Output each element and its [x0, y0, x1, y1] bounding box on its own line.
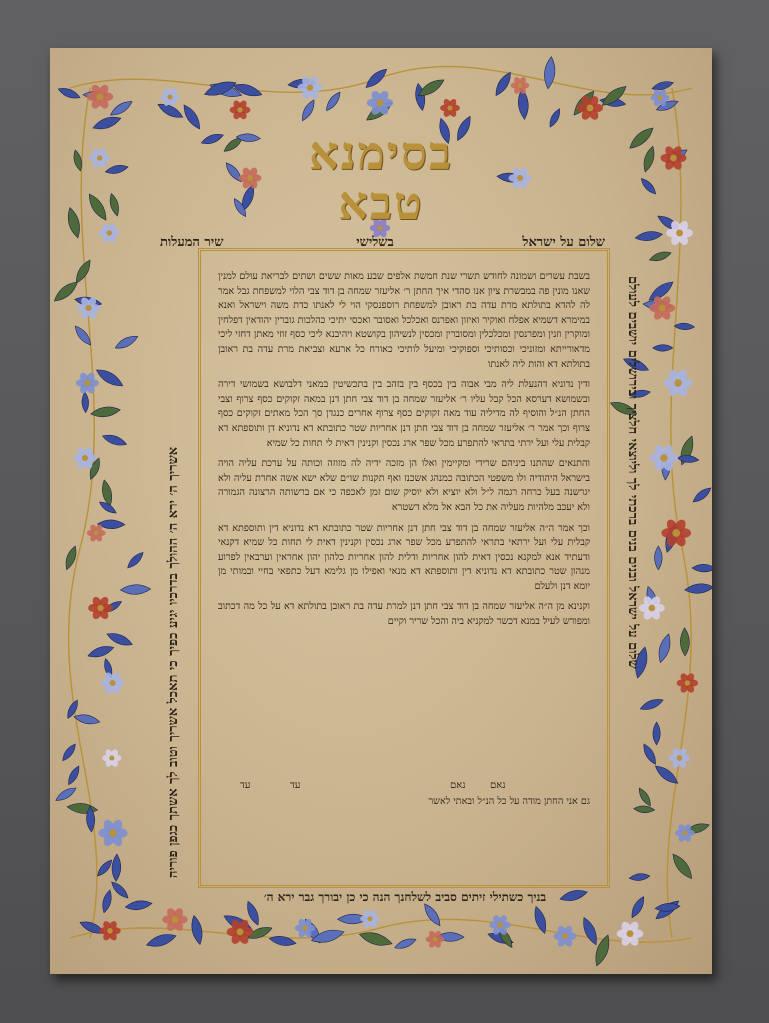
leaf-ornament	[108, 98, 134, 118]
flower-ornament	[675, 823, 695, 843]
leaf-ornament	[87, 643, 116, 660]
title-line-1: בסימנא	[308, 126, 454, 180]
flower-ornament	[230, 99, 251, 120]
leaf-ornament	[677, 455, 699, 464]
leaf-ornament	[639, 696, 665, 712]
leaf-ornament	[57, 85, 81, 101]
leaf-ornament	[269, 934, 297, 947]
flower-ornament	[99, 920, 120, 942]
paragraph: בשבת עשרים ושמונה לחודש תשרי שנת חמשת אלפים שבע מאות ששים ושתים לבריאת עולם למנין שאנו מונין פה במבשרת ציון אנו סהדי איך החתן ר׳ אליעזר שמחה בן דוד צבי הלוי למשפחת גבל אמר לה להדא בתולתא מרת עדה בת ראובן למשפחת רוספנסקי הוי לי לאנתו כדת משה וישראל ואנא במימרא דשמיא אפלח ואוקיר ואיזון ואפרנס ואכלכל ואסובר ואכסי יתיכי כהלכות גוברין יהודאין דפלחין ומוקרין וזנין ומפרנסין ומכלכלין ומסוברין ומכסין לנשיהון בקושטא ויהיבנא ליכי כסף זוזי מאתן דחזי ליכי מדאורייתא ומזוניכי וכסותיכי וספוקיכי ומיעל לותיכי כאורח כל ארעא וצביאת מרת עדה בת ראובן בתולתא דא והות ליה לאנתו	[218, 271, 590, 370]
leaf-ornament	[105, 630, 134, 649]
leaf-ornament	[112, 854, 122, 882]
ketubah-body	[218, 270, 590, 880]
flower-ornament	[102, 748, 121, 768]
leaf-ornament	[543, 56, 557, 89]
leaf-ornament	[82, 392, 89, 413]
leaf-ornament	[73, 258, 94, 285]
flower-ornament	[298, 75, 323, 101]
header-middle: בשלישי	[356, 235, 394, 250]
leaf-ornament	[669, 851, 696, 882]
leaf-ornament	[580, 916, 601, 947]
flower-ornament	[669, 747, 691, 769]
flower-ornament	[101, 671, 124, 695]
leaf-ornament	[145, 931, 177, 950]
leaf-ornament	[63, 545, 79, 571]
flower-ornament	[664, 368, 693, 398]
leaf-ornament	[299, 98, 317, 123]
side-verse-right: שלום על ישראל ובנים בנים ברכתי לך וליוצאי חלציך ובירושלים יושבים לעולם	[625, 276, 640, 669]
leaf-ornament	[125, 899, 153, 911]
leaf-ornament	[393, 936, 417, 951]
header-left: שיר המעלות	[160, 235, 224, 250]
flower-ornament	[360, 909, 380, 929]
ketubah-parchment	[50, 48, 712, 974]
flower-ornament	[554, 924, 577, 948]
leaf-ornament	[100, 889, 113, 914]
side-verse-left: אשריך ה׳ ירא ה׳ ההולך בדרכיו יגיע כפיך כי תאכל אשריך וטוב לך אשתך כגפן פוריה	[166, 446, 181, 878]
bottom-verse: בניך כשתילי זיתים סביב לשלחנך הנה כי כן יבורך גבר ירא ה׳	[263, 890, 547, 904]
title-line-2: טבא	[338, 176, 424, 230]
leaf-ornament	[125, 550, 145, 571]
signature-witness-a: עד	[290, 780, 301, 791]
flower-ornament	[88, 595, 113, 620]
flower-ornament	[617, 920, 644, 947]
signature-witness-left: עד	[240, 780, 251, 791]
leaf-ornament	[654, 546, 662, 570]
paragraph: וכך אמר ה״ה אליעזר שמחה בן דוד צבי חתן דנן אחריות שטר כתובתא דא נדוניא דין ותוספתא דא קבלית עלי ועל ירתאי בתראי להתפרע מכל שפר ארג נכסין וקנינין דאית לי תחות כל שמיא דקנאי ודעתיד אנא למקנא נכסין דאית להון אחריות ודלית להון אחריות כלהון יהון אחראין וערבאין לפרוע מנהון שטר כתובתא דא נדוניא דין ותוספתא דא מנאי ואפילו מן גלימא דעל כתפאי בחיי ובמותי מן יומא דנן ולעלם	[218, 522, 590, 592]
leaf-ornament	[421, 901, 443, 928]
leaf-ornament	[648, 249, 672, 263]
flower-ornament	[426, 930, 445, 949]
leaf-ornament	[656, 633, 673, 664]
leaf-ornament	[680, 628, 690, 656]
leaf-ornament	[653, 345, 673, 352]
leaf-ornament	[54, 785, 78, 804]
signature-witness-right: נאם	[490, 780, 506, 791]
groom-signature-line: גם אני החתן מודה על כל הנ״ל ובאתי לאשר	[428, 796, 590, 807]
header-right: שלום על ישראל	[522, 235, 605, 250]
flower-ornament	[511, 76, 530, 95]
paragraph: ודין נדוניא דהנעלת ליה מבי אבוה בין בכסף בין בזהב בין בתכשיטין במאני דלבושא בשמושי דירה ובשמושא דערסא הכל קבל עליו ר׳ אליעזר שמחה בן דוד צבי חתן דנן במאה זקוקים כסף צרוף וצבי החתן הנ״ל והוסיף לה מדיליה עוד מאה זקוקים כסף צרוף אחרים כנגדן סך הכל מאתים זקוקים כסף צרוף וכך אמר ר׳ אליעזר שמחה בן דוד צבי חתן דנן אחריות שטר כתובתא דא נדוניא דן ותוספתא דא קבלית עלי ועל ירתי בתראי להתפרע מכל שפר ארג נכסין וקנינין דאית לי תחות כל שמיא	[218, 379, 590, 449]
paragraph: והתנאים שהתנו ביניהם שרידי ומקיימין ואלו הן מזכה ידיה לה מזוזה וכותה על ערכת עליה הויה בישראל היהודיה ולו משפטי הכתובה כמנהג אשכנז ואף תקנות שו״ם שלא ישא אשה אחרת עליה ולא יגרשנה בעל כרחה רגמה ל״ל ולא יוציא ולא יוסיק שום זמן לאכפה כי אם ברשותה הרצונה הגמורה ולא יעכב מלהיות מעליה את כל הבא אל מלא דשטרא	[218, 458, 590, 513]
leaf-ornament	[629, 895, 647, 920]
leaf-ornament	[95, 858, 114, 878]
leaf-ornament	[94, 366, 125, 390]
leaf-ornament	[363, 66, 390, 91]
flower-ornament	[76, 371, 99, 395]
leaf-ornament	[635, 230, 663, 242]
leaf-ornament	[653, 722, 660, 745]
leaf-ornament	[324, 90, 343, 113]
flower-ornament	[677, 672, 698, 694]
leaf-ornament	[101, 432, 128, 448]
leaf-ornament	[66, 764, 82, 786]
leaf-ornament	[120, 584, 150, 595]
leaf-ornament	[78, 919, 105, 937]
flower-ornament	[440, 98, 460, 119]
flower-ornament	[98, 818, 127, 848]
leaf-ornament	[692, 564, 712, 572]
paragraph: וקנינא מן ה״ה אליעזר שמחה בן דוד צבי חתן דנן למרת עדה בת ראובן בתולתא דא על כל מה דכתוב ומפורש לעיל במנא דכשר למקניא ביה והכל שריר וקיים	[218, 601, 590, 628]
leaf-ornament	[691, 485, 712, 505]
leaf-ornament	[641, 742, 659, 766]
leaf-ornament	[60, 742, 78, 763]
leaf-ornament	[674, 323, 695, 330]
signature-witness-b: נאם	[450, 780, 466, 791]
leaf-ornament	[109, 879, 131, 900]
leaf-ornament	[113, 333, 139, 352]
flower-ornament	[87, 83, 113, 110]
